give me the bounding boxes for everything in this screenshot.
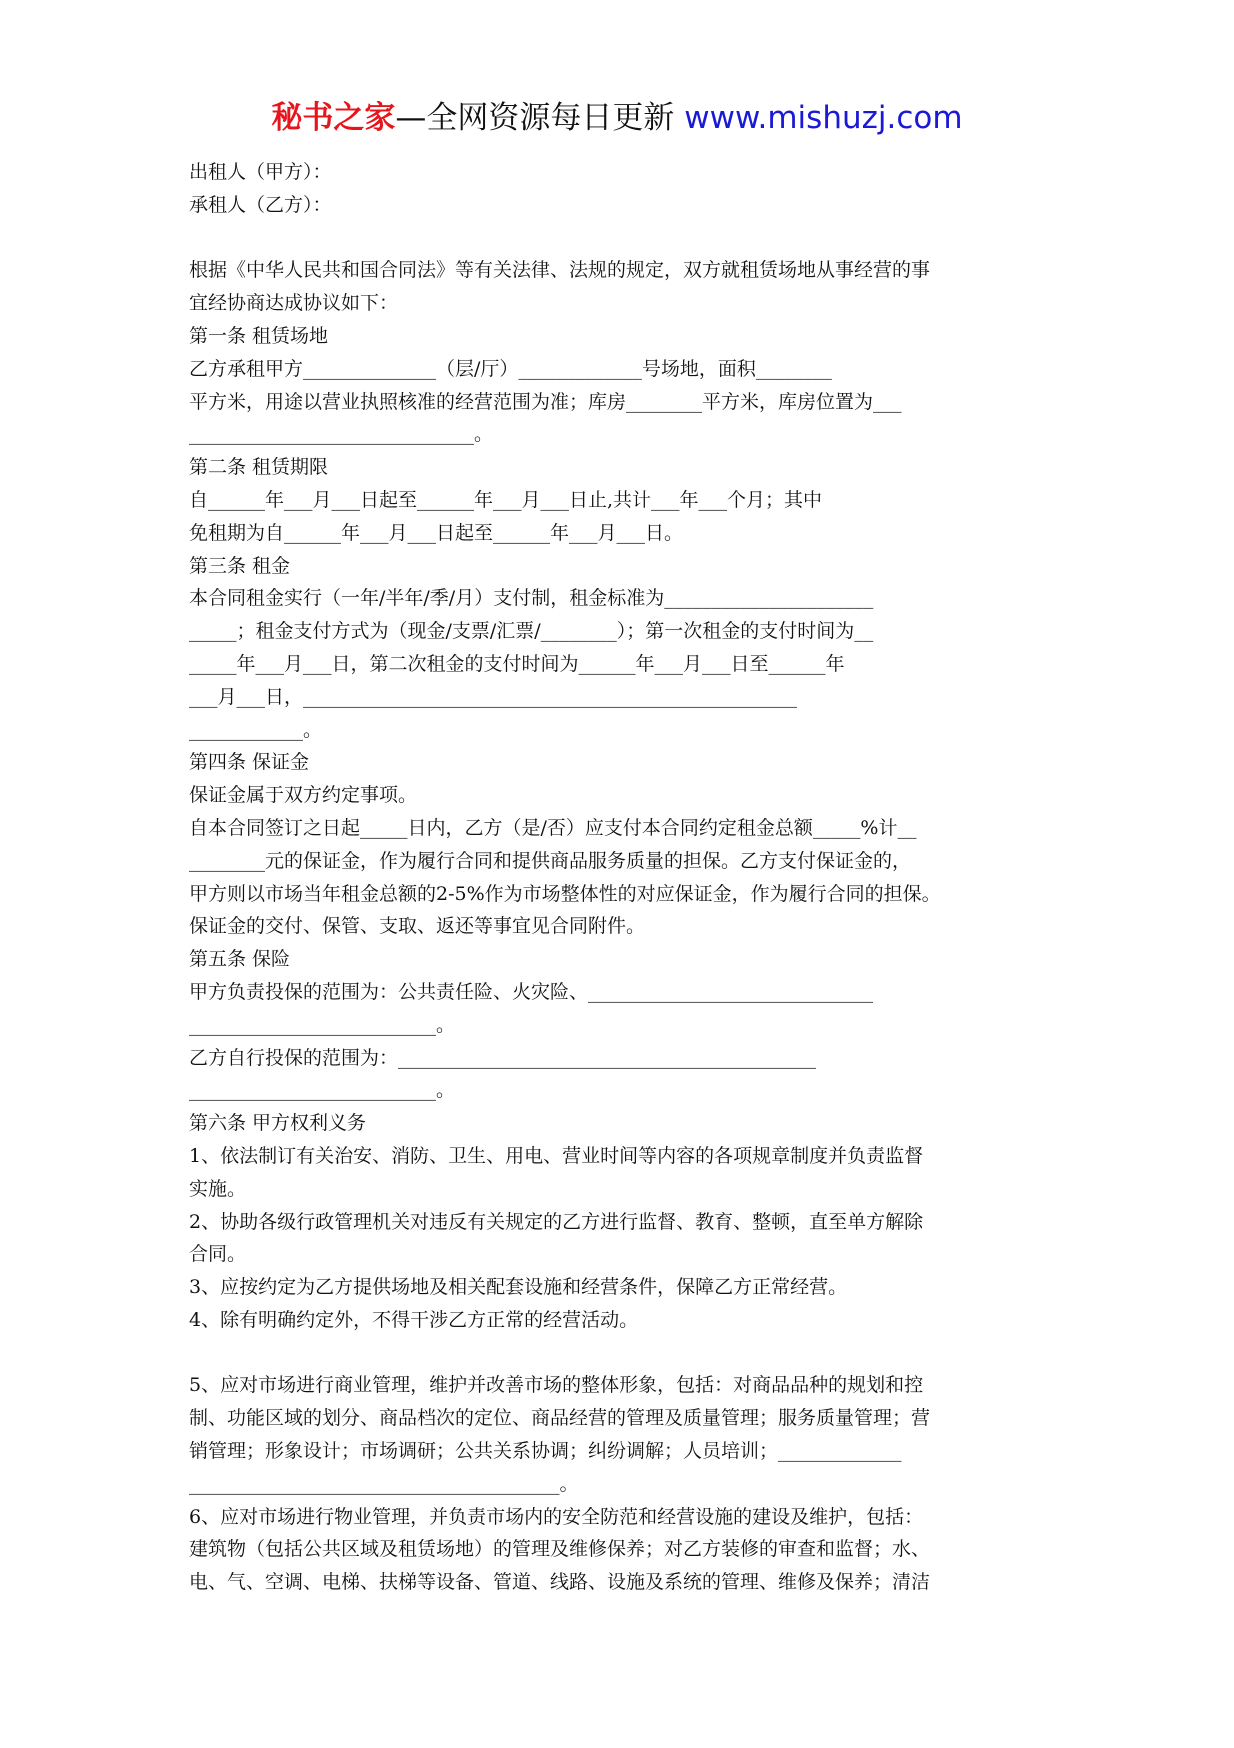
contract-line: 1、依法制订有关治安、消防、卫生、用电、营业时间等内容的各项规章制度并负责监督 xyxy=(189,1144,924,1167)
contract-line: 制、功能区域的划分、商品档次的定位、商品经营的管理及质量管理；服务质量管理；营 xyxy=(189,1407,931,1430)
contract-line: 宜经协商达成协议如下： xyxy=(189,292,399,315)
contract-line: 2、协助各级行政管理机关对违反有关规定的乙方进行监督、教育、整顿，直至单方解除 xyxy=(189,1210,924,1233)
contract-line: 5、应对市场进行商业管理，维护并改善市场的整体形象，包括：对商品品种的规划和控 xyxy=(189,1374,924,1397)
contract-line: _______________________________________。 xyxy=(189,1472,579,1495)
contract-line: 6、应对市场进行物业管理，并负责市场内的安全防范和经营设施的建设及维护，包括： xyxy=(189,1505,924,1528)
contract-line: 3、应按约定为乙方提供场地及相关配套设施和经营条件，保障乙方正常经营。 xyxy=(189,1276,848,1299)
contract-line: 甲方负责投保的范围为：公共责任险、火灾险、______________________________ xyxy=(189,980,874,1003)
contract-line: ______________________________。 xyxy=(189,423,494,446)
contract-line xyxy=(189,222,1047,255)
contract-line: 平方米，用途以营业执照核准的经营范围为准；库房________平方米，库房位置为___ xyxy=(189,390,902,413)
contract-line: _____年___月___日，第二次租金的支付时间为______年___月___日至______年 xyxy=(189,652,845,675)
contract-line: 4、除有明确约定外，不得干涉乙方正常的经营活动。 xyxy=(189,1308,639,1331)
contract-line: 乙方承租甲方______________（层/厅）_____________号场地，面积________ xyxy=(189,357,832,380)
contract-line xyxy=(189,1337,1047,1370)
contract-line: 第二条 租赁期限 xyxy=(189,456,329,479)
header-tagline: —全网资源每日更新 xyxy=(395,100,685,136)
contract-line: 免租期为自______年___月___日起至______年___月___日。 xyxy=(189,521,684,544)
contract-line: 第三条 租金 xyxy=(189,554,291,577)
site-header xyxy=(0,98,1234,138)
brand-name: 秘书之家 xyxy=(271,100,396,136)
contract-line: __________________________。 xyxy=(189,1013,456,1036)
contract-line: 自本合同签订之日起_____日内，乙方（是/否）应支付本合同约定租金总额_____%计__ xyxy=(189,816,917,839)
contract-line: 第一条 租赁场地 xyxy=(189,324,329,347)
contract-line: 承租人（乙方）： xyxy=(189,193,332,216)
site-url-link[interactable]: www.mishuzj.com xyxy=(684,100,963,136)
contract-line: 乙方自行投保的范围为：____________________________________________ xyxy=(189,1046,817,1069)
contract-line: 第五条 保险 xyxy=(189,948,291,971)
contract-line: __________________________。 xyxy=(189,1079,456,1102)
contract-line: 销管理；形象设计；市场调研；公共关系协调；纠纷调解；人员培训；_____________ xyxy=(189,1440,902,1463)
contract-line: 实施。 xyxy=(189,1177,247,1200)
contract-line: 根据《中华人民共和国合同法》等有关法律、法规的规定，双方就租赁场地从事经营的事 xyxy=(189,259,931,282)
contract-line: ________元的保证金，作为履行合同和提供商品服务质量的担保。乙方支付保证金的， xyxy=(189,849,912,872)
contract-line: 保证金的交付、保管、支取、返还等事宜见合同附件。 xyxy=(189,915,646,938)
contract-line: 电、气、空调、电梯、扶梯等设备、管道、线路、设施及系统的管理、维修及保养；清洁 xyxy=(189,1571,931,1594)
contract-line: 自______年___月___日起至______年___月___日止,共计___年___个月；其中 xyxy=(189,488,823,511)
contract-line: 本合同租金实行（一年/半年/季/月）支付制，租金标准为______________________ xyxy=(189,587,874,610)
contract-line: 建筑物（包括公共区域及租赁场地）的管理及维修保养；对乙方装修的审查和监督；水、 xyxy=(189,1538,931,1561)
contract-line: ___月___日，____________________________________________________ xyxy=(189,685,798,708)
contract-line: 第四条 保证金 xyxy=(189,751,310,774)
contract-line: 保证金属于双方约定事项。 xyxy=(189,784,418,807)
contract-line: 第六条 甲方权利义务 xyxy=(189,1112,367,1135)
contract-line: 出租人（甲方）： xyxy=(189,161,332,183)
contract-line: ____________。 xyxy=(189,718,323,741)
contract-body xyxy=(189,156,1047,1599)
contract-line: _____；租金支付方式为（现金/支票/汇票/________）；第一次租金的支付时间为__ xyxy=(189,620,874,643)
contract-line: 合同。 xyxy=(189,1243,247,1266)
contract-line: 甲方则以市场当年租金总额的2-5%作为市场整体性的对应保证金，作为履行合同的担保。 xyxy=(189,882,941,905)
